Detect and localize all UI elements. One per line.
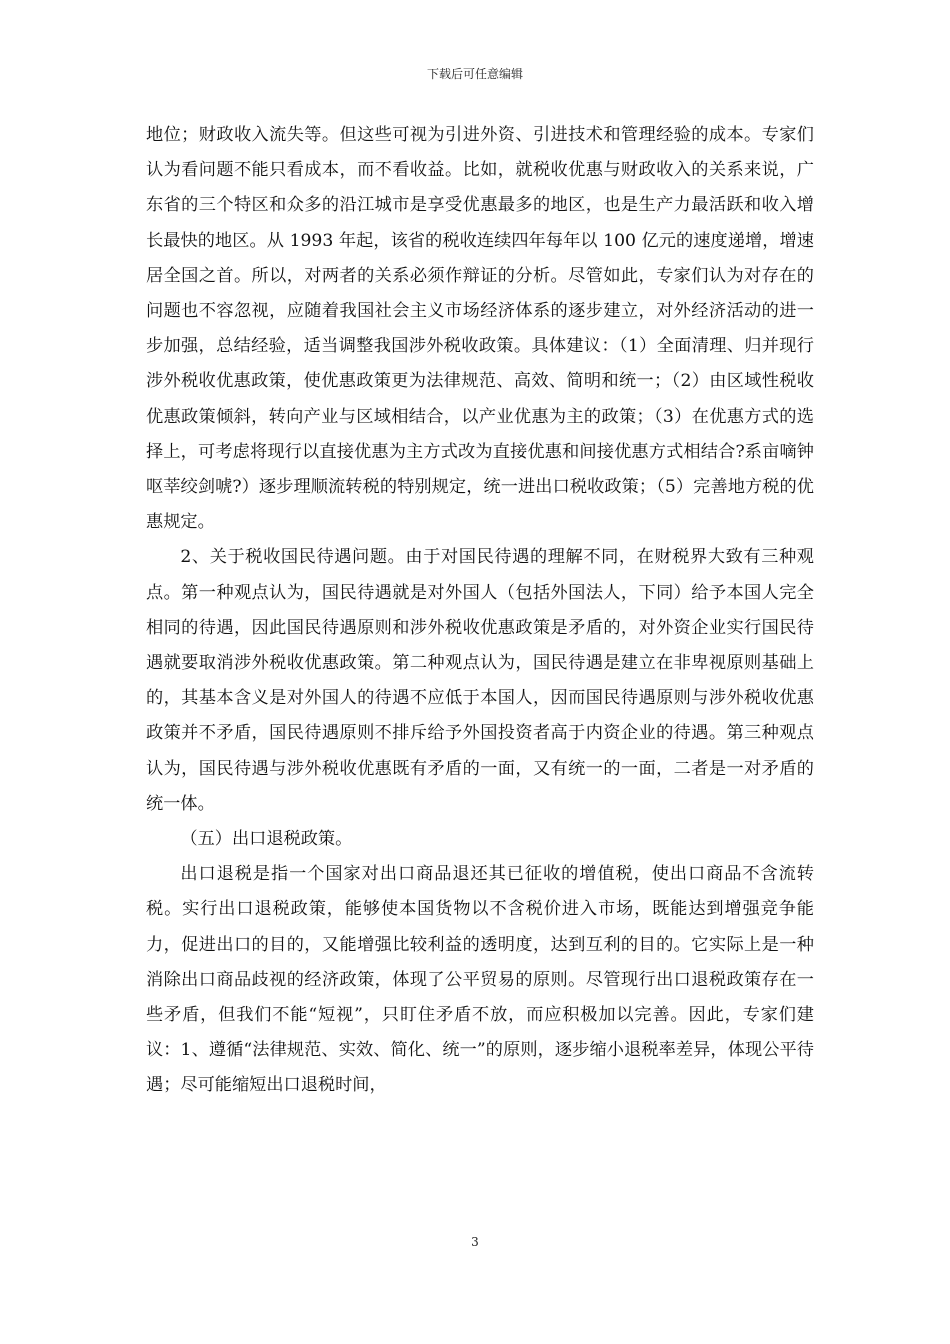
paragraph-export-rebate: 出口退税是指一个国家对出口商品退还其已征收的增值税，使出口商品不含流转税。实行出口退税政策，能够使本国货物以不含税价进入市场，既能达到增强竞争能力，促进出口的目的，又能增强比较利益的透明度，达到互利的目的。它实际上是一种消除出口商品歧视的经济政策，体现了公平贸易的原则。尽管现行出口退税政策存在一些矛盾，但我们不能“短视”，只盯住矛盾不放，而应积极加以完善。因此，专家们建议：1、遵循“法律规范、实效、简化、统一”的原则，逐步缩小退税率差异，体现公平待遇；尽可能缩短出口退税时间， — [146, 864, 814, 1096]
document-body — [146, 118, 814, 1104]
paragraph-national-treatment: 2、关于税收国民待遇问题。由于对国民待遇的理解不同，在财税界大致有三种观点。第一种观点认为，国民待遇就是对外国人（包括外国法人，下同）给予本国人完全相同的待遇，因此国民待遇原则和涉外税收优惠政策是矛盾的，对外资企业实行国民待遇就要取消涉外税收优惠政策。第二种观点认为，国民待遇是建立在非卑视原则基础上的，其基本含义是对外国人的待遇不应低于本国人，因而国民待遇原则与涉外税收优惠政策并不矛盾，国民待遇原则不排斥给予外国投资者高于内资企业的待遇。第三种观点认为，国民待遇与涉外税收优惠既有矛盾的一面，又有统一的一面，二者是一对矛盾的统一体。 — [146, 547, 814, 814]
section-heading-export-rebate: （五）出口退税政策。 — [180, 829, 353, 850]
page-header: 下载后可任意编辑 — [426, 67, 523, 81]
page-number: 3 — [471, 1235, 479, 1249]
paragraph-continued: 地位；财政收入流失等。但这些可视为引进外资、引进技术和管理经验的成本。专家们认为看问题不能只看成本，而不看收益。比如，就税收优惠与财政收入的关系来说，广东省的三个特区和众多的沿江城市是享受优惠最多的地区，也是生产力最活跃和收入增长最快的地区。从 1993 年起，该省的税收连续四年每年以 100 亿元的速度递增，增速居全国之首。所以，对两者的关系必须作辩证的分析。尽管如此，专家们认为对存在的问题也不容忽视，应随着我国社会主义市场经济体系的逐步建立，对外经济活动的进一步加强，总结经验，适当调整我国涉外税收政策。具体建议：（1）全面清理、归并现行涉外税收优惠政策，使优惠政策更为法律规范、高效、简明和统一；（2）由区域性税收优惠政策倾斜，转向产业与区域相结合，以产业优惠为主的政策；（3）在优惠方式的选择上，可考虑将现行以直接优惠为主方式改为直接优惠和间接优惠方式相结合?系亩嘀钟呕莘绞剑唬?）逐步理顺流转税的特别规定，统一进出口税收政策；（5）完善地方税的优惠规定。 — [146, 125, 814, 533]
